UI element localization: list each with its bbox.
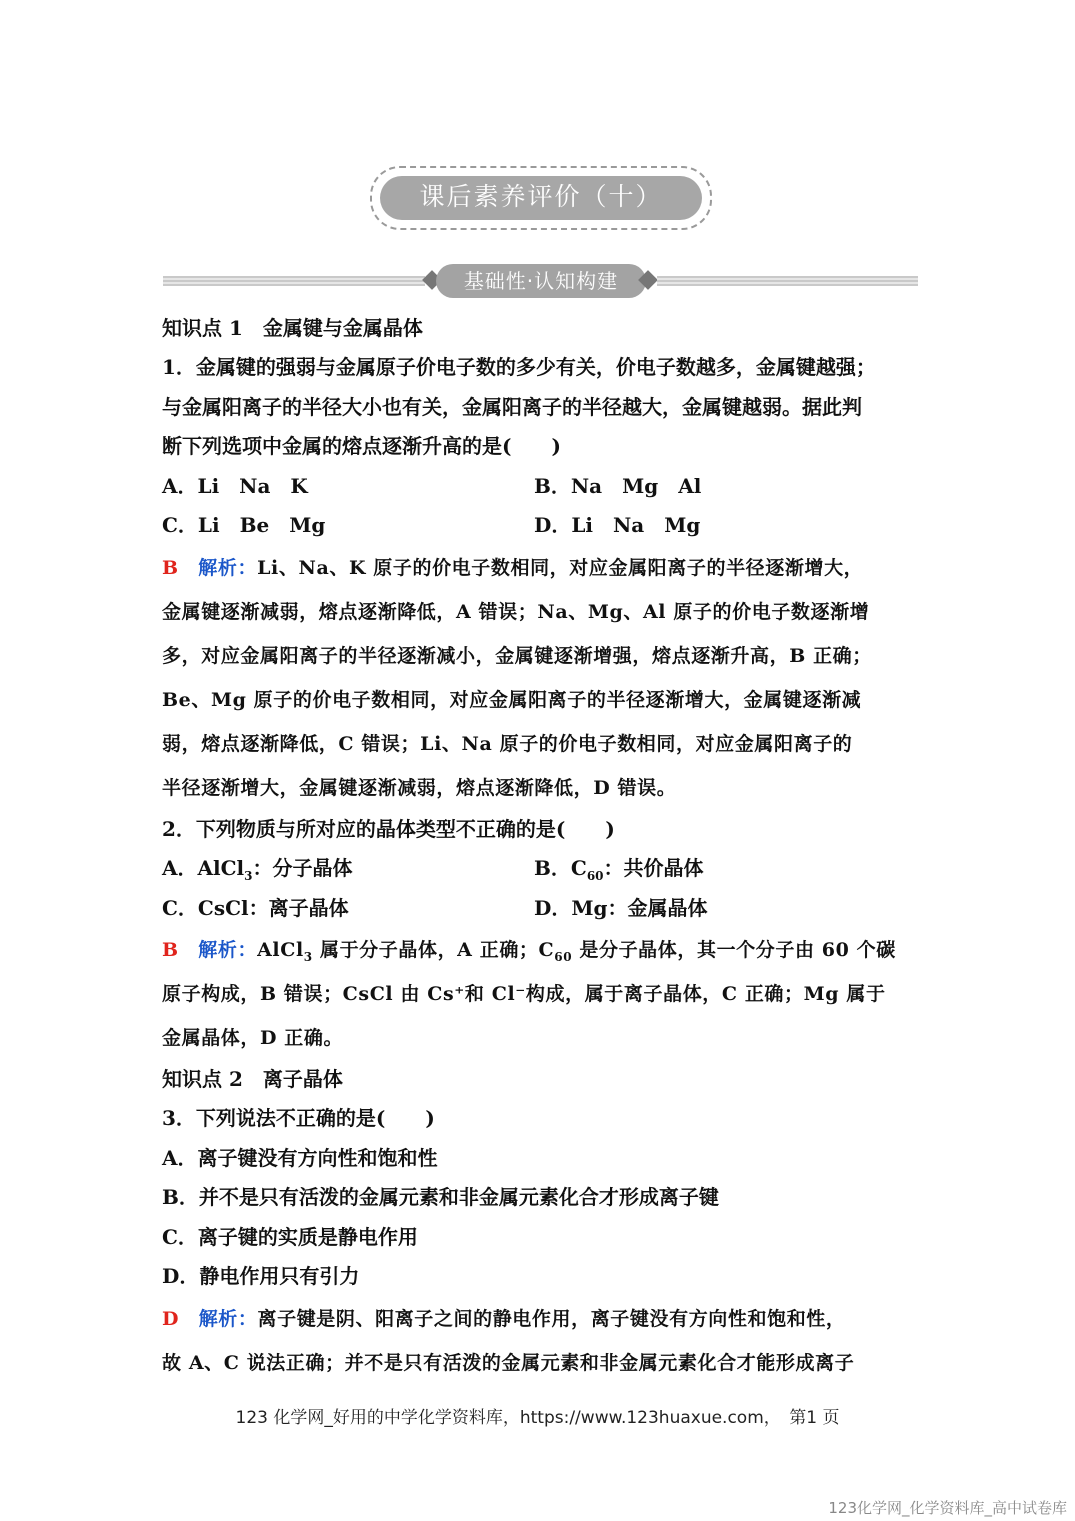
option-d: D．Li Na Mg — [534, 513, 701, 537]
option-a: A．AlCl$_3$：分子晶体 — [162, 856, 353, 883]
question-2-line: 2．下列物质与所对应的晶体类型不正确的是( ) — [162, 816, 615, 841]
decorative-bar-right — [657, 276, 918, 286]
question-1-line: 1．金属键的强弱与金属原子价电子数的多少有关，价电子数越多，金属键越强； — [162, 355, 876, 379]
section-header — [163, 262, 918, 300]
option-c: C．离子键的实质是静电作用 — [162, 1224, 418, 1249]
analysis-line: B 解析：AlCl$_3$ 属于分子晶体，A 正确；$C_{60}$ 是分子晶体，其一个分子由 60 个碳 — [162, 939, 896, 964]
option-c: C．Li Be Mg — [162, 513, 326, 537]
answer-key: B — [162, 939, 179, 961]
option-b: B．Na Mg Al — [534, 473, 702, 498]
page-title: 课后素养评价（十） — [380, 176, 702, 220]
answer-key: B — [162, 556, 179, 579]
question-3-line: 3．下列说法不正确的是( ) — [162, 1106, 435, 1130]
option-d: D．Mg：金属晶体 — [534, 895, 708, 920]
knowledge-point-heading: 知识点 1 金属键与金属晶体 — [162, 316, 423, 340]
analysis-line: 故 A、C 说法正确；并不是只有活泼的金属元素和非金属元素化合才能形成离子 — [162, 1351, 855, 1374]
analysis-line: 金属键逐渐减弱，熔点逐渐降低，A 错误；Na、Mg、Al 原子的价电子数逐渐增 — [162, 600, 870, 623]
analysis-line — [162, 546, 924, 590]
option-b: B．并不是只有活泼的金属元素和非金属元素化合才形成离子键 — [162, 1185, 719, 1209]
page-footer: 123 化学网_好用的中学化学资料库，https://www.123huaxue.com， 第1 页 — [235, 1408, 840, 1428]
section-title: 基础性·认知构建 — [436, 264, 646, 298]
option-d: D．静电作用只有引力 — [162, 1264, 360, 1288]
option-row — [162, 889, 924, 929]
analysis-line — [162, 1297, 924, 1341]
watermark: 123化学网_化学资料库_高中试卷库 — [828, 1499, 1067, 1517]
question-1-line: 断下列选项中金属的熔点逐渐升高的是( ) — [162, 434, 561, 458]
document-body — [162, 309, 924, 1385]
analysis-label: 解析： — [198, 556, 258, 579]
knowledge-point-heading: 知识点 2 离子晶体 — [162, 1067, 343, 1091]
option-row — [162, 467, 924, 507]
analysis-text: Li、Na、K 原子的价电子数相同，对应金属阳离子的半径逐渐增大， — [257, 556, 864, 579]
analysis-line: 原子构成，B 错误；CsCl 由 Cs⁺和 Cl⁻构成，属于离子晶体，C 正确；Mg 属于 — [162, 983, 886, 1005]
option-row — [162, 849, 924, 889]
question-1-line: 与金属阳离子的半径大小也有关，金属阳离子的半径越大，金属键越弱。据此判 — [162, 394, 862, 419]
analysis-text: 离子键是阴、阳离子之间的静电作用，离子键没有方向性和饱和性， — [257, 1307, 846, 1330]
decorative-bar-left — [163, 276, 425, 286]
analysis-line: 多，对应金属阳离子的半径逐渐减小，金属键逐渐增强，熔点逐渐升高，B 正确； — [162, 644, 872, 667]
title-banner — [370, 166, 712, 230]
option-row — [162, 506, 924, 546]
analysis-line: 金属晶体，D 正确。 — [162, 1027, 344, 1049]
analysis-line: 弱，熔点逐渐降低，C 错误；Li、Na 原子的价电子数相同，对应金属阳离子的 — [162, 732, 853, 755]
answer-key: D — [162, 1307, 180, 1330]
analysis-line: 半径逐渐增大，金属键逐渐减弱，熔点逐渐降低，D 错误。 — [162, 776, 677, 799]
option-b: B．$C_{60}$：共价晶体 — [534, 856, 704, 883]
option-a: A．Li Na K — [162, 473, 308, 498]
analysis-line: Be、Mg 原子的价电子数相同，对应金属阳离子的半径逐渐增大，金属键逐渐减 — [162, 688, 862, 711]
option-a: A．离子键没有方向性和饱和性 — [162, 1145, 438, 1170]
option-c: C．CsCl：离子晶体 — [162, 895, 349, 920]
analysis-label: 解析： — [198, 1307, 258, 1330]
analysis-label: 解析： — [198, 939, 258, 961]
